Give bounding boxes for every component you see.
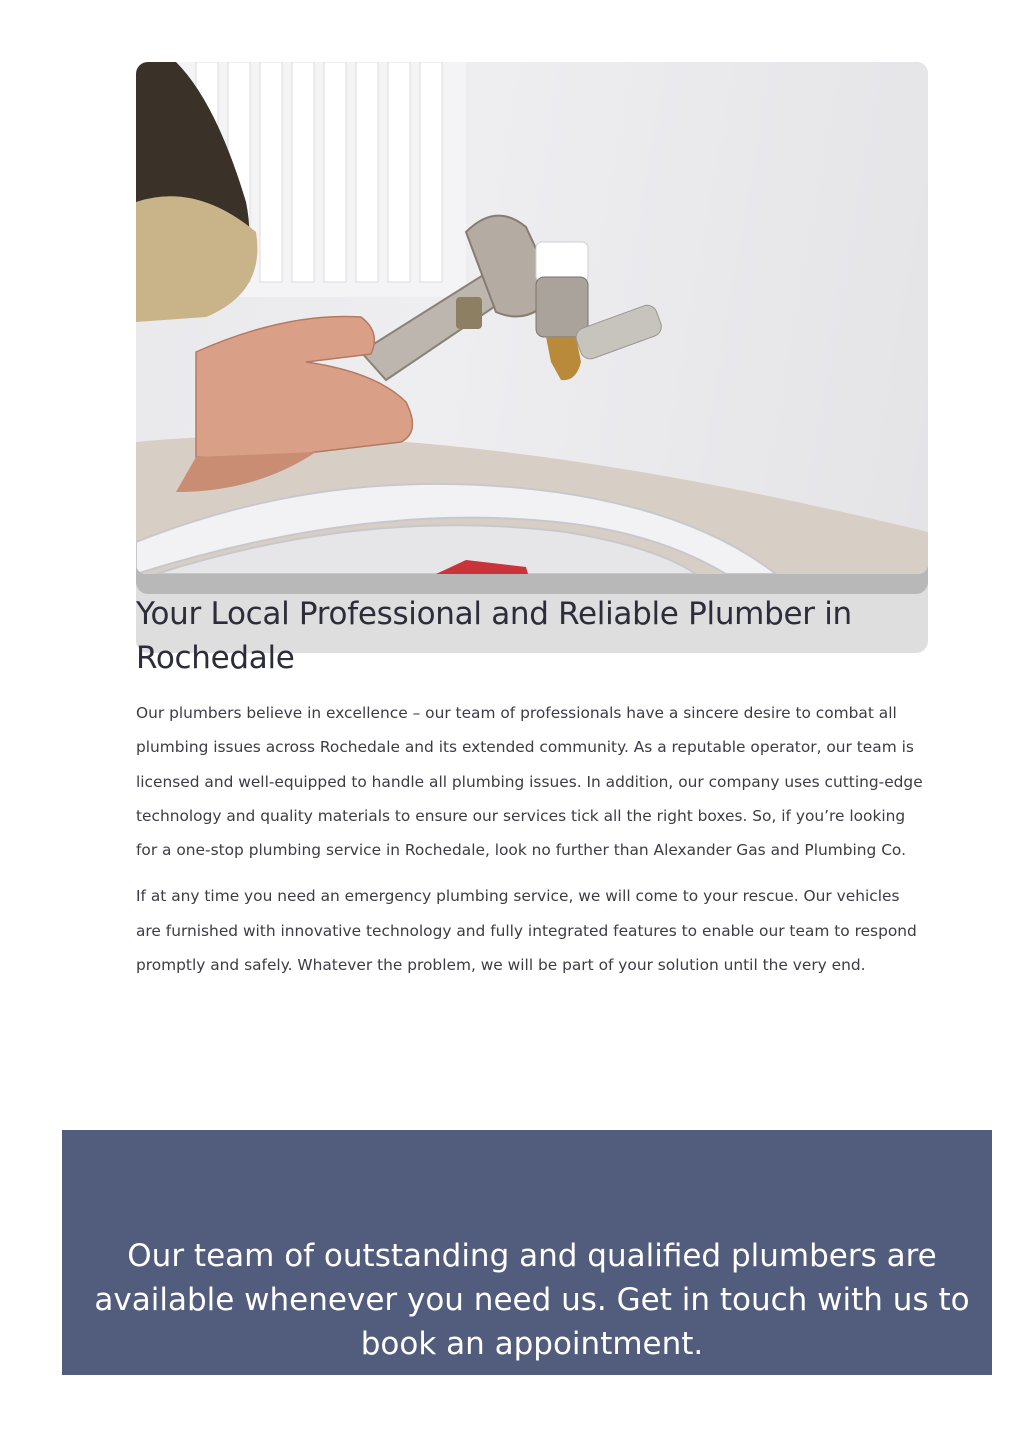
intro-paragraph: Our plumbers believe in excellence – our team of professionals have a sincere desire to combat all plumbing issues across Rochedale and its extended community. As a reputable operator, our team is licensed and well-equipped to handle all plumbing issues. In addition, our company uses cutting-edge technology and quality materials to ensure our services tick all the right boxes. So, if you’re looking for a one-stop plumbing service in Rochedale, look no further than Alexander Gas and Plumbing Co.: [136, 704, 923, 860]
cta-text: Our team of outstanding and qualified plumbers are available whenever you need us. Get in touch with us to book an appointment.: [94, 1238, 970, 1362]
intro-section: [136, 696, 928, 994]
hero-image: [136, 62, 928, 574]
hero-card: [136, 62, 928, 653]
plumber-photo-illustration: [136, 62, 928, 574]
emergency-paragraph: If at any time you need an emergency plumbing service, we will come to your rescue. Our vehicles are furnished with innovative technology and fully integrated features to enable our team to respond promptly and safely. Whatever the problem, we will be part of your solution until the very end.: [136, 887, 917, 975]
page-title: Your Local Professional and Reliable Plumber in Rochedale: [136, 596, 852, 676]
